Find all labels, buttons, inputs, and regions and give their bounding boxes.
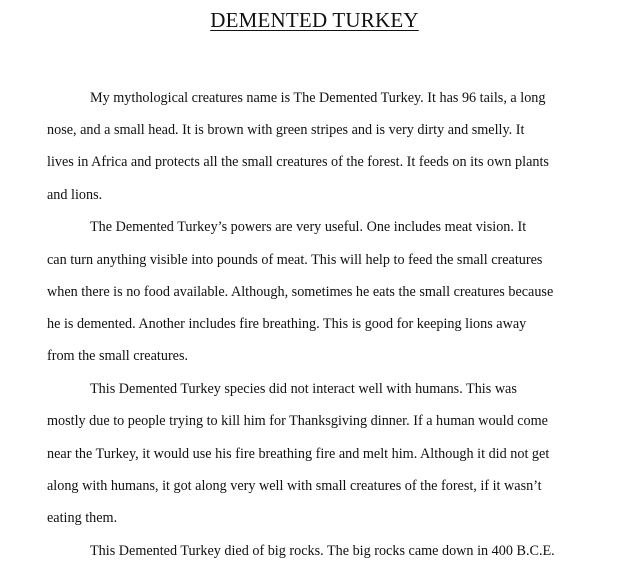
paragraph-3-line-1: This Demented Turkey species did not interact well with humans. This was bbox=[90, 381, 517, 397]
paragraph-3-line-2: mostly due to people trying to kill him for Thanksgiving dinner. If a human would come bbox=[47, 413, 548, 429]
paragraph-1-line-4: and lions. bbox=[47, 187, 103, 203]
paragraph-1-line-1: My mythological creatures name is The Demented Turkey. It has 96 tails, a long bbox=[90, 90, 546, 106]
paragraph-2-line-4: he is demented. Another includes fire breathing. This is good for keeping lions away bbox=[47, 316, 527, 332]
paragraph-2-line-1: The Demented Turkey’s powers are very useful. One includes meat vision. It bbox=[90, 219, 527, 235]
paragraph-2-line-5: from the small creatures. bbox=[47, 348, 189, 364]
paragraph-3-line-5: eating them. bbox=[47, 510, 118, 526]
paragraph-3-line-4: along with humans, it got along very well with small creatures of the forest, if it wasn’t bbox=[47, 478, 542, 494]
paragraph-1-line-2: nose, and a small head. It is brown with green stripes and is very dirty and smelly. It bbox=[47, 122, 525, 138]
paragraph-4-line-1: This Demented Turkey died of big rocks. The big rocks came down in 400 B.C.E. bbox=[90, 543, 555, 559]
paragraph-2-line-2: can turn anything visible into pounds of meat. This will help to feed the small creatures bbox=[47, 252, 543, 268]
paragraph-3-line-3: near the Turkey, it would use his fire breathing fire and melt him. Although it did not get bbox=[47, 446, 550, 462]
paragraph-2-line-3: when there is no food available. Although, sometimes he eats the small creatures because bbox=[47, 284, 554, 300]
document-title: DEMENTED TURKEY bbox=[210, 8, 419, 32]
paragraph-1-line-3: lives in Africa and protects all the small creatures of the forest. It feeds on its own plants bbox=[47, 154, 549, 170]
